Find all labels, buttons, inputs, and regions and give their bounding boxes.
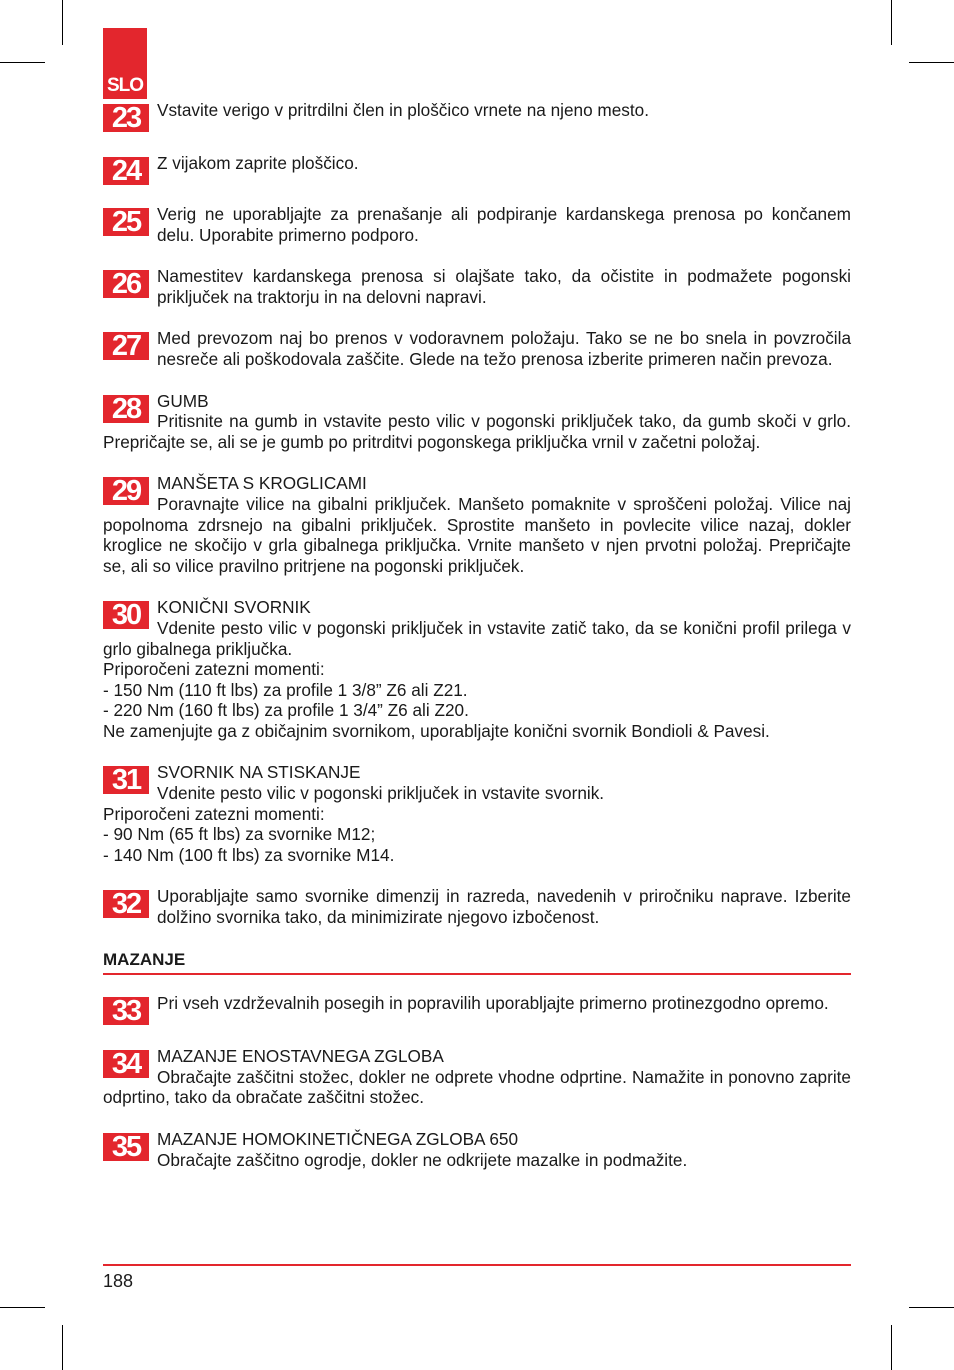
instruction-text: Vdenite pesto vilic v pogonski priključek in vstavite svornik.	[157, 783, 605, 804]
instruction-text: Priporočeni zatezni momenti:	[103, 803, 325, 824]
step-number-badge: 26	[103, 270, 149, 298]
page-footer	[103, 1264, 851, 1296]
instruction-text: - 90 Nm (65 ft lbs) za svornike M12;	[103, 824, 376, 845]
instruction-item	[103, 993, 851, 1028]
instruction-item	[103, 1129, 851, 1170]
crop-mark	[0, 1307, 45, 1308]
instruction-item	[103, 266, 851, 307]
step-number-badge: 30	[103, 601, 149, 629]
instruction-text: GUMB	[157, 390, 209, 411]
crop-mark	[62, 1325, 63, 1370]
instruction-text: Namestitev kardanskega prenosa si olajšate tako, da očistite in podmažete pogonski priključek na traktorju in na delovni napravi.	[157, 266, 851, 307]
instruction-text: Obračajte zaščitno ogrodje, dokler ne odkrijete mazalke in podmažite.	[157, 1149, 688, 1170]
language-tab	[103, 28, 147, 99]
step-number-badge: 28	[103, 395, 149, 423]
instruction-list	[103, 100, 851, 928]
step-number-badge: 35	[103, 1133, 149, 1161]
step-number-badge: 32	[103, 890, 149, 918]
instruction-text: Vdenite pesto vilic v pogonski priključek in vstavite zatič tako, da se konični profil prilega v grlo gibalnega priključka.	[103, 617, 851, 659]
instruction-text: Med prevozom naj bo prenos v vodoravnem položaju. Tako se ne bo snela in povzročila nesreče ali poškodovala zaščite. Glede na težo prenosa izberite primeren način prevoza.	[157, 328, 851, 369]
instruction-item	[103, 473, 851, 576]
instruction-text: Vstavite verigo v pritrdilni člen in ploščico vrnete na njeno mesto.	[157, 100, 649, 120]
step-number-badge: 24	[103, 157, 149, 185]
crop-mark	[891, 0, 892, 45]
instruction-text: Pri vseh vzdrževalnih posegih in popravilih uporabljajte primerno protinezgodno opremo.	[157, 993, 829, 1014]
crop-mark	[909, 62, 954, 63]
instruction-text: MAZANJE ENOSTAVNEGA ZGLOBA	[157, 1046, 444, 1067]
step-number-badge: 29	[103, 477, 149, 505]
section-title: MAZANJE	[103, 950, 851, 976]
language-tab-label: SLO	[106, 75, 144, 96]
instruction-text: KONIČNI SVORNIK	[157, 597, 311, 618]
step-number-badge: 31	[103, 766, 149, 794]
instruction-item	[103, 1046, 851, 1108]
instruction-text: MAZANJE HOMOKINETIČNEGA ZGLOBA 650	[157, 1129, 519, 1149]
instruction-text: - 140 Nm (100 ft lbs) za svornike M14.	[103, 844, 395, 865]
crop-mark	[891, 1325, 892, 1370]
section-mazanje	[103, 950, 851, 976]
instruction-item	[103, 328, 851, 369]
step-number-badge: 23	[103, 104, 149, 132]
instruction-text: Obračajte zaščitni stožec, dokler ne odprete vhodne odprtine. Namažite in ponovno zaprite odprtino, tako da obračate zaščitni stožec.	[103, 1066, 851, 1108]
crop-mark	[62, 0, 63, 45]
instruction-item	[103, 100, 851, 132]
step-number-badge: 27	[103, 332, 149, 360]
instruction-text: - 220 Nm (160 ft lbs) za profile 1 3/4” Z6 ali Z20.	[103, 700, 469, 721]
instruction-text: MANŠETA S KROGLICAMI	[157, 473, 367, 494]
instruction-item	[103, 391, 851, 453]
instruction-list-lubrication	[103, 993, 851, 1170]
instruction-text: Z vijakom zaprite ploščico.	[157, 153, 359, 173]
instruction-item	[103, 597, 851, 741]
instruction-item	[103, 886, 851, 927]
step-number-badge: 33	[103, 997, 149, 1025]
page-content	[103, 100, 851, 1170]
step-number-badge: 34	[103, 1050, 149, 1078]
step-number-badge: 25	[103, 208, 149, 236]
instruction-text: Poravnajte vilice na gibalni priključek. Manšeto pomaknite v sproščeni položaj. Vilice naj popolnoma zdrsnejo na gibalni priključek. Sprostite manšeto in povlecite vilice nazaj, dokler kroglice ne skočijo v grla gibalnega priključka. Vrnite manšeto v njen prvotni položaj. Prepričajte se, ali so vilice pravilno pritrjene na pogonski priključek.	[103, 493, 851, 576]
instruction-text: Ne zamenjujte ga z običajnim svornikom, uporabljajte konični svornik Bondioli & Pavesi.	[103, 720, 770, 741]
instruction-text: Uporabljajte samo svornike dimenzij in razreda, navedenih v priročniku naprave. Izberite dolžino svornika tako, da minimizirate njegovo izbočenost.	[157, 886, 851, 928]
crop-mark	[909, 1307, 954, 1308]
instruction-item	[103, 204, 851, 245]
instruction-text: Priporočeni zatezni momenti:	[103, 659, 325, 680]
instruction-text: Pritisnite na gumb in vstavite pesto vilic v pogonski priključek tako, da gumb skoči v grlo. Prepričajte se, ali se je gumb po pritrditvi pogonskega priključka vrnil v začetni položaj.	[103, 411, 851, 452]
instruction-item	[103, 762, 851, 865]
instruction-text: Verig ne uporabljajte za prenašanje ali podpiranje kardanskega prenosa po končanem delu. Uporabite primerno podporo.	[157, 204, 851, 245]
instruction-text: SVORNIK NA STISKANJE	[157, 762, 361, 783]
crop-mark	[0, 62, 45, 63]
page-number: 188	[103, 1271, 134, 1291]
instruction-text: - 150 Nm (110 ft lbs) za profile 1 3/8” Z6 ali Z21.	[103, 679, 468, 700]
instruction-item	[103, 153, 851, 185]
